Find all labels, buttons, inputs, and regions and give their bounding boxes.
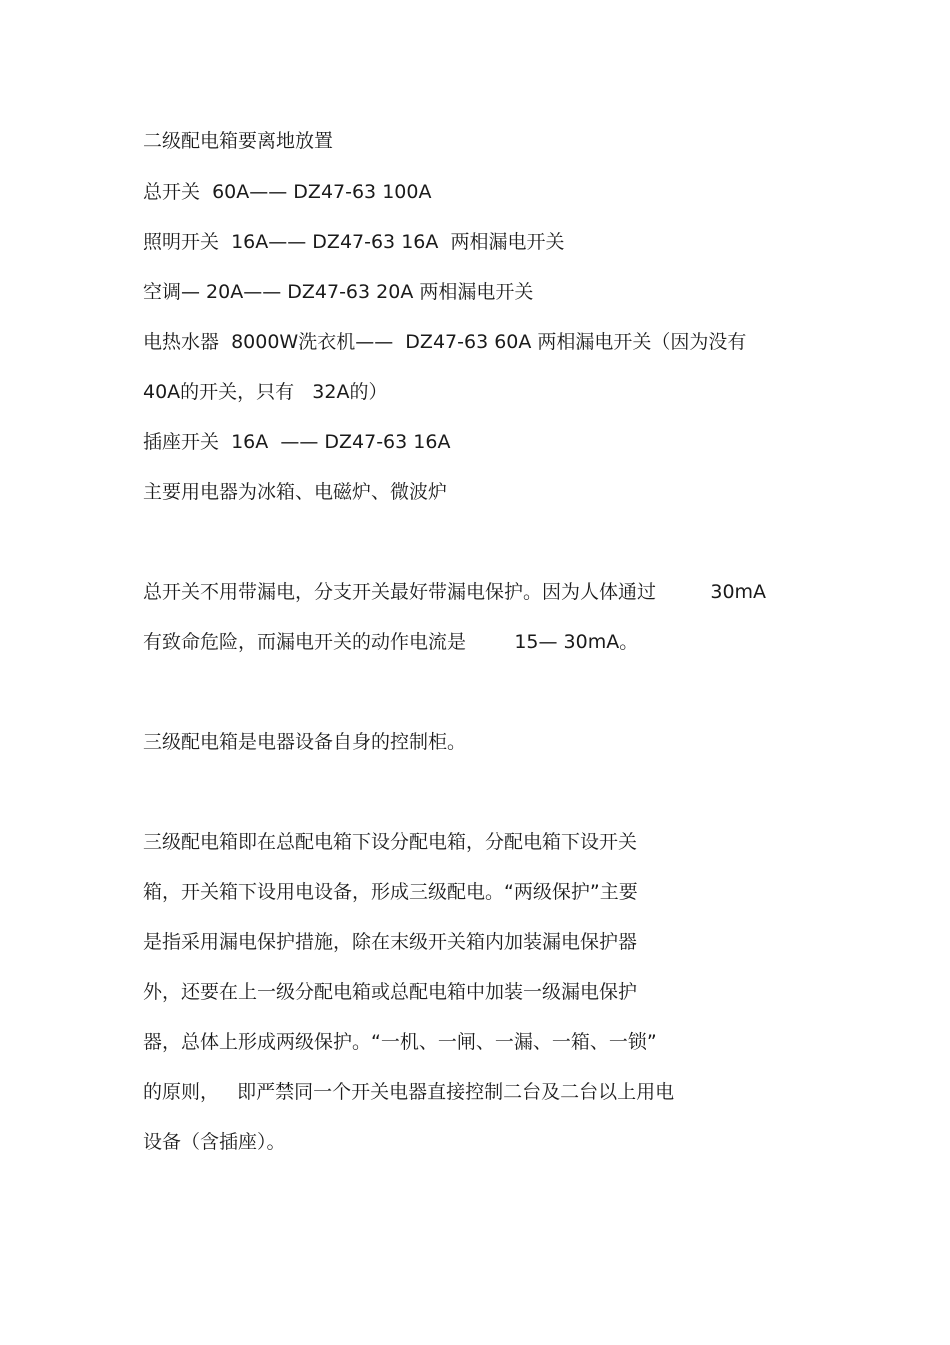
text-line: 照明开关 16A—— DZ47-63 16A 两相漏电开关 bbox=[143, 231, 565, 253]
text-line: 外，还要在上一级分配电箱或总配电箱中加装一级漏电保护 bbox=[143, 981, 638, 1003]
text-line: 设备（含插座）。 bbox=[143, 1131, 286, 1153]
text-line: 三级配电箱即在总配电箱下设分配电箱，分配电箱下设开关 bbox=[143, 831, 638, 853]
text-line: 三级配电箱是电器设备自身的控制柜。 bbox=[143, 731, 467, 753]
text-line: 是指采用漏电保护措施，除在末级开关箱内加装漏电保护器 bbox=[143, 931, 638, 953]
text-line: 空调— 20A—— DZ47-63 20A 两相漏电开关 bbox=[143, 281, 534, 303]
text-line: 总开关不用带漏电，分支开关最好带漏电保护。因为人体通过 30mA bbox=[143, 581, 767, 603]
text-line: 的原则， 即严禁同一个开关电器直接控制二台及二台以上用电 bbox=[143, 1081, 675, 1103]
text-line: 箱，开关箱下设用电设备，形成三级配电。“两级保护”主要 bbox=[143, 881, 638, 903]
text-line: 40A的开关，只有 32A的） bbox=[143, 381, 388, 403]
text-line: 器，总体上形成两级保护。“一机、一闸、一漏、一箱、一锁” bbox=[143, 1031, 657, 1053]
text-line: 二级配电箱要离地放置 bbox=[143, 130, 334, 152]
text-line: 主要用电器为冰箱、电磁炉、微波炉 bbox=[143, 481, 448, 503]
text-line: 电热水器 8000W洗衣机—— DZ47-63 60A 两相漏电开关（因为没有 bbox=[143, 331, 747, 353]
text-line: 有致命危险，而漏电开关的动作电流是 15— 30mA。 bbox=[143, 631, 639, 653]
text-line: 总开关 60A—— DZ47-63 100A bbox=[143, 181, 432, 203]
text-line: 插座开关 16A —— DZ47-63 16A bbox=[143, 431, 451, 453]
